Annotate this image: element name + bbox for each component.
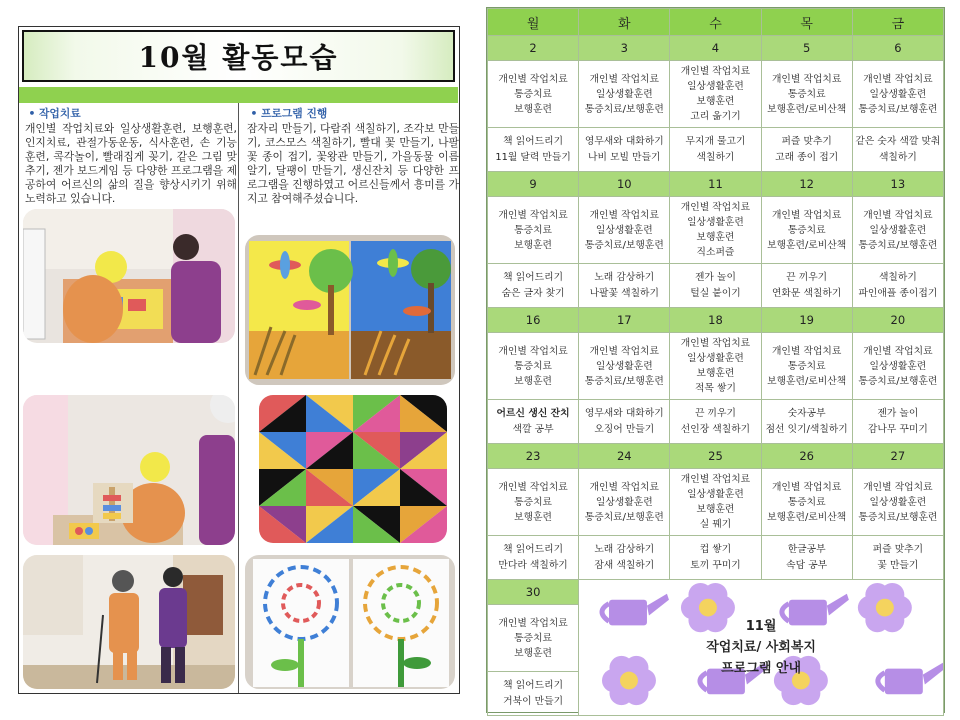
schedule-line: 개인별 작업치료 <box>498 345 568 357</box>
therapy-row <box>488 197 944 264</box>
therapy-row <box>488 61 944 128</box>
date-cell: 17 <box>579 308 670 333</box>
schedule-line: 보행훈련 <box>514 103 553 115</box>
therapy-cell <box>852 469 943 536</box>
schedule-line: 일상생활훈련 <box>869 360 927 372</box>
program-cell <box>488 536 579 580</box>
schedule-line: 만다라 색칠하기 <box>498 559 568 571</box>
therapy-cell <box>670 469 761 536</box>
schedule-line: 영무새와 대화하기 <box>584 135 664 147</box>
schedule-line: 보행훈련 <box>696 504 735 515</box>
photo-bedside-therapy <box>23 209 235 343</box>
schedule-line: 퍼즐 맞추기 <box>872 543 924 555</box>
schedule-line: 보행훈련 <box>514 511 553 523</box>
weekday-header: 목 <box>761 9 852 36</box>
date-cell: 2 <box>488 36 579 61</box>
schedule-line: 11월 달력 만들기 <box>495 151 571 163</box>
therapy-cell <box>579 469 670 536</box>
date-cell: 11 <box>670 172 761 197</box>
date-cell: 27 <box>852 444 943 469</box>
schedule-line: 보행훈련 <box>696 368 735 379</box>
schedule-line: 무지개 물고기 <box>685 135 746 147</box>
program-cell <box>488 672 579 716</box>
occupational-therapy-section <box>25 107 237 206</box>
schedule-line: 일상생활훈련 <box>869 88 927 100</box>
therapy-cell <box>852 197 943 264</box>
schedule-line: 보행훈련 <box>696 232 735 243</box>
therapy-cell <box>488 197 579 264</box>
schedule-line: 색칠하기 <box>696 151 735 163</box>
program-cell <box>579 400 670 444</box>
notice-subtitle: 작업치료/ 사회복지 <box>706 640 816 655</box>
program-cell <box>852 264 943 308</box>
date-cell: 10 <box>579 172 670 197</box>
date-cell: 19 <box>761 308 852 333</box>
schedule-line: 통증치료/보행훈련 <box>858 103 938 115</box>
therapy-cell <box>761 61 852 128</box>
therapy-cell <box>670 61 761 128</box>
program-cell <box>488 128 579 172</box>
weekday-header-row <box>488 9 944 36</box>
photo-walking-training <box>23 555 235 689</box>
therapy-row <box>488 333 944 400</box>
schedule-line: 젠가 놀이 <box>877 407 919 419</box>
schedule-line: 오징어 만들기 <box>594 423 655 435</box>
schedule-line: 거북이 만들기 <box>503 695 564 707</box>
schedule-line: 고래 종이 접기 <box>775 151 839 163</box>
schedule-line: 개인별 작업치료 <box>498 481 568 493</box>
schedule-line: 통증치료/보행훈련 <box>858 375 938 387</box>
program-cell <box>761 400 852 444</box>
therapy-cell <box>852 61 943 128</box>
schedule-line: 개인별 작업치료 <box>771 73 842 85</box>
schedule-line: 통증치료 <box>787 496 826 508</box>
program-row <box>488 128 944 172</box>
date-cell: 16 <box>488 308 579 333</box>
schedule-line: 끈 끼우기 <box>786 271 828 283</box>
date-cell: 18 <box>670 308 761 333</box>
therapy-cell <box>488 61 579 128</box>
date-cell: 26 <box>761 444 852 469</box>
program-cell <box>670 128 761 172</box>
schedule-line: 개인별 작업치료 <box>863 209 933 221</box>
schedule-line: 털실 붙이기 <box>690 287 741 299</box>
november-calendar <box>486 7 945 713</box>
schedule-line: 통증치료/보행훈련 <box>584 511 664 523</box>
schedule-line: 직소퍼즐 <box>696 247 735 258</box>
program-cell <box>488 400 579 444</box>
schedule-line: 컵 쌓기 <box>699 543 732 555</box>
date-row <box>488 36 944 61</box>
schedule-line: 일상생활훈련 <box>595 224 653 236</box>
date-row <box>488 308 944 333</box>
schedule-line: 개인별 작업치료 <box>498 617 568 629</box>
schedule-line: 젠가 놀이 <box>694 271 736 283</box>
schedule-line: 선인장 색칠하기 <box>680 423 751 435</box>
date-cell: 6 <box>852 36 943 61</box>
schedule-line: 보행훈련/로비산책 <box>767 511 847 523</box>
schedule-line: 속담 공부 <box>786 559 828 571</box>
schedule-line: 책 읽어드리기 <box>503 271 564 283</box>
schedule-line: 점선 잇기/색칠하기 <box>765 423 848 435</box>
program-cell <box>852 400 943 444</box>
bullet-icon: • <box>250 107 258 120</box>
therapy-cell <box>488 333 579 400</box>
schedule-line: 숫자공부 <box>787 407 826 419</box>
date-cell: 4 <box>670 36 761 61</box>
schedule-line: 파인애플 종이접기 <box>858 287 938 299</box>
photo-dragonfly-art <box>245 235 455 385</box>
schedule-line: 개인별 작업치료 <box>589 481 659 493</box>
date-cell: 13 <box>852 172 943 197</box>
therapy-cell <box>579 61 670 128</box>
schedule-line: 통증치료/보행훈련 <box>584 375 664 387</box>
program-row <box>488 264 944 308</box>
notice-text <box>579 580 943 715</box>
page-title: 10월 활동모습 <box>138 41 339 74</box>
schedule-line: 통증치료 <box>787 88 826 100</box>
schedule-line: 개인별 작업치료 <box>498 209 568 221</box>
schedule-line: 끈 끼우기 <box>694 407 736 419</box>
section-heading-label: 작업치료 <box>39 107 81 120</box>
date-cell: 23 <box>488 444 579 469</box>
november-notice <box>579 580 944 716</box>
therapy-cell <box>761 333 852 400</box>
schedule-line: 일상생활훈련 <box>869 224 927 236</box>
schedule-line: 개인별 작업치료 <box>498 73 568 85</box>
schedule-line: 일상생활훈련 <box>687 353 744 364</box>
schedule-line: 숨은 글자 찾기 <box>501 287 565 299</box>
schedule-line: 통증치료 <box>514 224 553 236</box>
program-cell <box>579 264 670 308</box>
therapy-cell <box>579 197 670 264</box>
schedule-line: 통증치료 <box>787 360 826 372</box>
schedule-line: 색칠하기 <box>878 151 917 163</box>
schedule-line: 보행훈련 <box>514 375 553 387</box>
therapy-row <box>488 469 944 536</box>
schedule-line: 퍼즐 맞추기 <box>781 135 832 147</box>
therapy-cell <box>852 333 943 400</box>
schedule-line: 통증치료/보행훈련 <box>584 239 664 251</box>
program-cell <box>579 536 670 580</box>
schedule-line: 일상생활훈련 <box>595 496 653 508</box>
weekday-header: 화 <box>579 9 670 36</box>
schedule-line: 어르신 생신 잔치 <box>496 407 570 419</box>
schedule-line: 보행훈련 <box>514 647 553 659</box>
schedule-line: 색칠하기 <box>878 271 917 283</box>
weekday-header: 월 <box>488 9 579 36</box>
section-body: 개인별 작업치료와 일상생활훈련, 보행훈련, 인지치료, 관절가동운동, 식사훈련, 손 기능 훈련, 콕각놀이, 빨래집게 꽂기, 같은 그림 맞추기, 젠가 보드게임 등 다양한 프로그램을 제공하여 어르신의 삶의 질을 향상시키기 위해 노력하고 있습니다. <box>25 122 237 205</box>
date-cell: 30 <box>488 580 579 605</box>
date-cell: 3 <box>579 36 670 61</box>
date-cell: 12 <box>761 172 852 197</box>
schedule-line: 보행훈련/로비산책 <box>767 239 847 251</box>
program-cell <box>670 264 761 308</box>
program-cell <box>579 128 670 172</box>
schedule-line: 통증치료 <box>514 360 553 372</box>
date-cell: 24 <box>579 444 670 469</box>
schedule-line: 같은 숫자 색깔 맞춰 <box>855 135 941 147</box>
schedule-line: 색깔 공부 <box>512 423 554 435</box>
schedule-line: 잠새 색칠하기 <box>594 559 655 571</box>
therapy-cell <box>488 469 579 536</box>
photo-block-stacking <box>23 395 235 545</box>
schedule-line: 통증치료/보행훈련 <box>584 103 664 115</box>
program-cell <box>761 264 852 308</box>
schedule-line: 감나무 꾸미기 <box>867 423 928 435</box>
schedule-line: 개인별 작업치료 <box>589 345 659 357</box>
schedule-line: 개인별 작업치료 <box>771 345 842 357</box>
notice-caption: 프로그램 안내 <box>721 661 802 676</box>
schedule-line: 보행훈련/로비산책 <box>767 375 847 387</box>
schedule-line: 나팔꽃 색칠하기 <box>589 287 659 299</box>
notice-month: 11월 <box>745 619 777 634</box>
schedule-line: 개인별 작업치료 <box>680 474 751 485</box>
schedule-line: 꽃 만들기 <box>877 559 919 571</box>
title-banner <box>22 30 455 82</box>
column-divider <box>238 103 239 693</box>
date-cell: 25 <box>670 444 761 469</box>
weekday-header: 수 <box>670 9 761 36</box>
program-section <box>247 107 459 206</box>
schedule-line: 통증치료 <box>514 632 553 644</box>
therapy-cell <box>670 197 761 264</box>
schedule-line: 통증치료 <box>514 496 553 508</box>
schedule-line: 보행훈련 <box>696 96 735 107</box>
schedule-line: 통증치료/보행훈련 <box>858 239 938 251</box>
program-row <box>488 400 944 444</box>
schedule-line: 책 읽어드리기 <box>503 679 564 691</box>
activity-panel <box>18 26 460 694</box>
photo-patchwork <box>259 395 447 543</box>
schedule-line: 노래 감상하기 <box>594 271 655 283</box>
date-row <box>488 580 944 605</box>
section-heading-label: 프로그램 진행 <box>261 107 328 120</box>
schedule-line: 일상생활훈련 <box>687 489 744 500</box>
section-body: 잠자리 만들기, 다람쥐 색칠하기, 조각보 만들기, 코스모스 색칠하기, 빨대 꽃 만들기, 나팔꽃 종이 접기, 꽃왕관 만들기, 가을동물 이름 알기, 달팽이 만들기, 생신잔치 등 다양한 프로그램을 진행하였고 어르신들께서 흥미를 가지고 참여해주셨습니다. <box>247 122 459 205</box>
section-heading <box>25 107 237 121</box>
schedule-line: 실 꿰기 <box>699 519 732 530</box>
schedule-line: 보행훈련 <box>514 239 553 251</box>
date-cell: 5 <box>761 36 852 61</box>
schedule-line: 개인별 작업치료 <box>589 209 659 221</box>
calendar-table <box>487 8 944 716</box>
program-cell <box>488 264 579 308</box>
schedule-line: 고리 옮기기 <box>690 111 741 122</box>
schedule-line: 적목 쌓기 <box>694 383 736 394</box>
schedule-line: 영무새와 대화하기 <box>584 407 664 419</box>
schedule-line: 개인별 작업치료 <box>680 66 751 77</box>
schedule-line: 나비 모빌 만들기 <box>588 151 661 163</box>
schedule-line: 한글공부 <box>787 543 826 555</box>
schedule-line: 통증치료 <box>787 224 826 236</box>
schedule-line: 일상생활훈련 <box>687 217 744 228</box>
schedule-line: 노래 감상하기 <box>594 543 655 555</box>
therapy-cell <box>761 469 852 536</box>
schedule-line: 토끼 꾸미기 <box>690 559 741 571</box>
photo-straw-flowers <box>245 555 455 689</box>
schedule-line: 일상생활훈련 <box>595 360 653 372</box>
schedule-line: 개인별 작업치료 <box>863 345 933 357</box>
schedule-line: 통증치료 <box>514 88 553 100</box>
program-row <box>488 536 944 580</box>
therapy-cell <box>670 333 761 400</box>
schedule-line: 개인별 작업치료 <box>771 481 842 493</box>
program-cell <box>852 128 943 172</box>
green-rule <box>19 87 458 103</box>
schedule-line: 개인별 작업치료 <box>771 209 842 221</box>
schedule-line: 보행훈련/로비산책 <box>767 103 847 115</box>
date-row <box>488 172 944 197</box>
schedule-line: 통증치료/보행훈련 <box>858 511 938 523</box>
therapy-cell <box>761 197 852 264</box>
schedule-line: 개인별 작업치료 <box>863 73 933 85</box>
program-cell <box>670 400 761 444</box>
program-cell <box>852 536 943 580</box>
section-heading <box>247 107 459 121</box>
bullet-icon: • <box>28 107 36 120</box>
schedule-line: 개인별 작업치료 <box>863 481 933 493</box>
weekday-header: 금 <box>852 9 943 36</box>
date-row <box>488 444 944 469</box>
schedule-line: 연화문 색칠하기 <box>771 287 842 299</box>
schedule-line: 일상생활훈련 <box>869 496 927 508</box>
schedule-line: 일상생활훈련 <box>687 81 744 92</box>
date-cell: 20 <box>852 308 943 333</box>
schedule-line: 개인별 작업치료 <box>680 202 751 213</box>
date-cell: 9 <box>488 172 579 197</box>
therapy-cell <box>579 333 670 400</box>
therapy-cell <box>488 605 579 672</box>
schedule-line: 개인별 작업치료 <box>680 338 751 349</box>
schedule-line: 개인별 작업치료 <box>589 73 659 85</box>
program-cell <box>761 128 852 172</box>
schedule-line: 책 읽어드리기 <box>503 135 564 147</box>
schedule-line: 일상생활훈련 <box>595 88 653 100</box>
program-cell <box>761 536 852 580</box>
schedule-line: 책 읽어드리기 <box>503 543 564 555</box>
program-cell <box>670 536 761 580</box>
